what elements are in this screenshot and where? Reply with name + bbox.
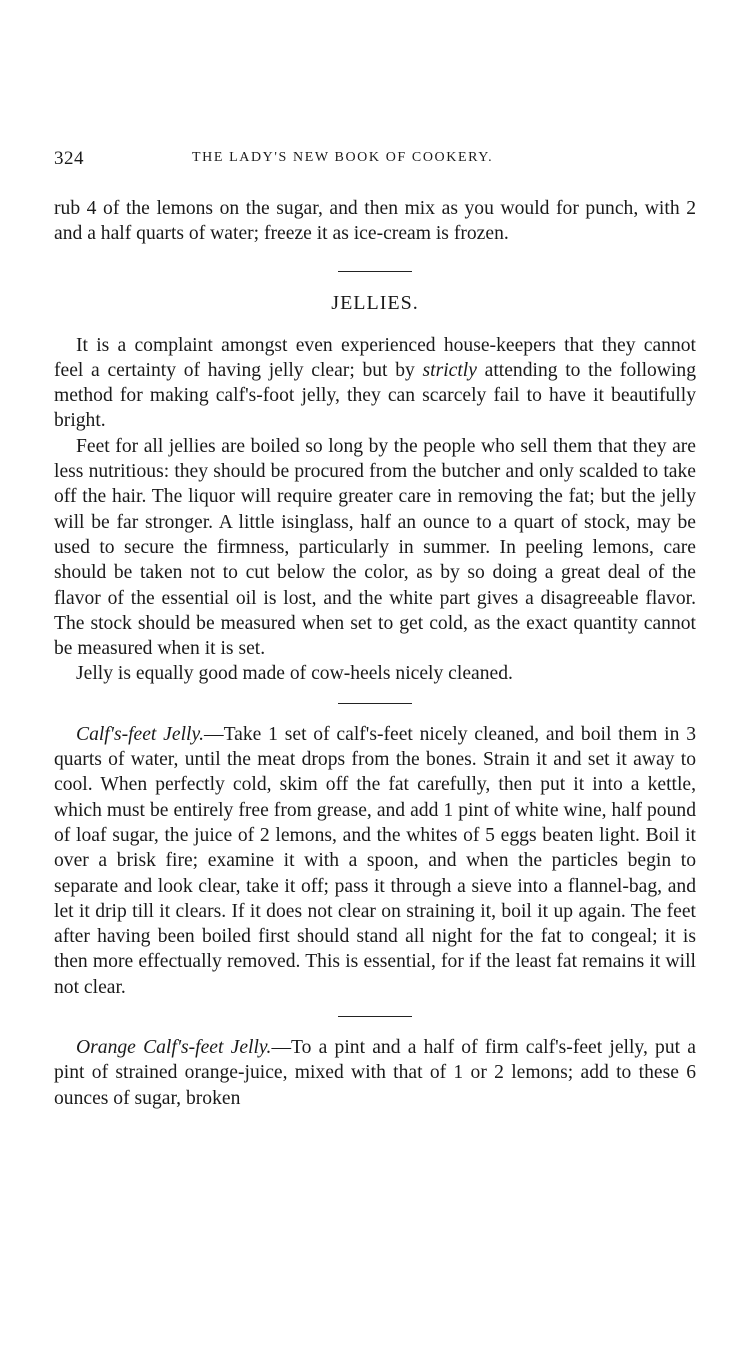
intro-paragraph: rub 4 of the lemons on the sugar, and then mix as you would for punch, with 2 and a half quarts of water; freeze it as ice-cream is frozen.	[54, 198, 696, 245]
jellies-paragraph-2: Feet for all jellies are boiled so long by the people who sell them that they are less nutritious: they should be procured from the butcher and only scalded to take off the hair. The liquor will require greater care in removing the fat; but the jelly will be far stronger. A little isinglass, half an ounce to a quart of stock, may be used to secure the firmness, particularly in summer. In peeling lemons, care should be taken not to cut below the color, as by so doing a great deal of the flavor of the essential oil is lost, and the white part gives a disagreeable flavor. The stock should be measured when set to get cold, as the exact quantity cannot be measured when it is set.	[54, 435, 696, 660]
running-head	[54, 148, 696, 176]
section-divider	[338, 271, 412, 272]
running-title: THE LADY'S NEW BOOK OF COOKERY.	[192, 150, 494, 165]
emphasis-strictly: strictly	[422, 359, 477, 381]
recipe-text: —To a pint and a half of firm calf's-feet jelly, put a pint of strained orange-juice, mixed with that of 1 or 2 lemons; add to these 6 ounces of sugar, broken	[54, 1037, 696, 1109]
section-heading: JELLIES.	[331, 291, 419, 314]
recipe-title: Calf's-feet Jelly.	[76, 723, 204, 745]
recipe-divider	[338, 1016, 412, 1017]
recipe-title: Orange Calf's-feet Jelly.	[76, 1037, 272, 1059]
recipe-text: —Take 1 set of calf's-feet nicely cleaned, and boil them in 3 quarts of water, until the meat drops from the bones. Strain it and set it away to cool. When perfectly cold, skim off the fat carefully, then put it into a kettle, which must be entirely free from grease, and add 1 pint of white wine, half pound of loaf sugar, the juice of 2 lemons, and the whites of 5 eggs beaten light. Boil it over a brisk fire; examine it with a spoon, and when the particles begin to separate and look clear, take it off; pass it through a sieve into a flannel-bag, and let it drip till it clears. If it does not clear on straining it, boil it up again. The feet after having been boiled first should stand all night for the fat to congeal; it is then more effectually removed. This is essential, for if the least fat remains it will not clear.	[54, 723, 696, 998]
jellies-paragraph-1-start: It is a complaint amongst even experienced house-keepers that they cannot feel a certainty of having jelly clear; but by	[54, 334, 696, 381]
jellies-paragraph-3: Jelly is equally good made of cow-heels nicely cleaned.	[76, 663, 513, 685]
book-page	[54, 148, 696, 1111]
jellies-paragraph-1	[54, 333, 696, 434]
jellies-paragraph-1-end: attending to the following method for making calf's-foot jelly, they can scarcely fail to have it beautifully bright.	[54, 359, 696, 432]
recipe-orange-calfs-feet-jelly	[54, 1035, 696, 1111]
recipe-calfs-feet-jelly	[54, 722, 696, 1000]
recipe-divider	[338, 703, 412, 704]
page-number: 324	[54, 148, 84, 169]
